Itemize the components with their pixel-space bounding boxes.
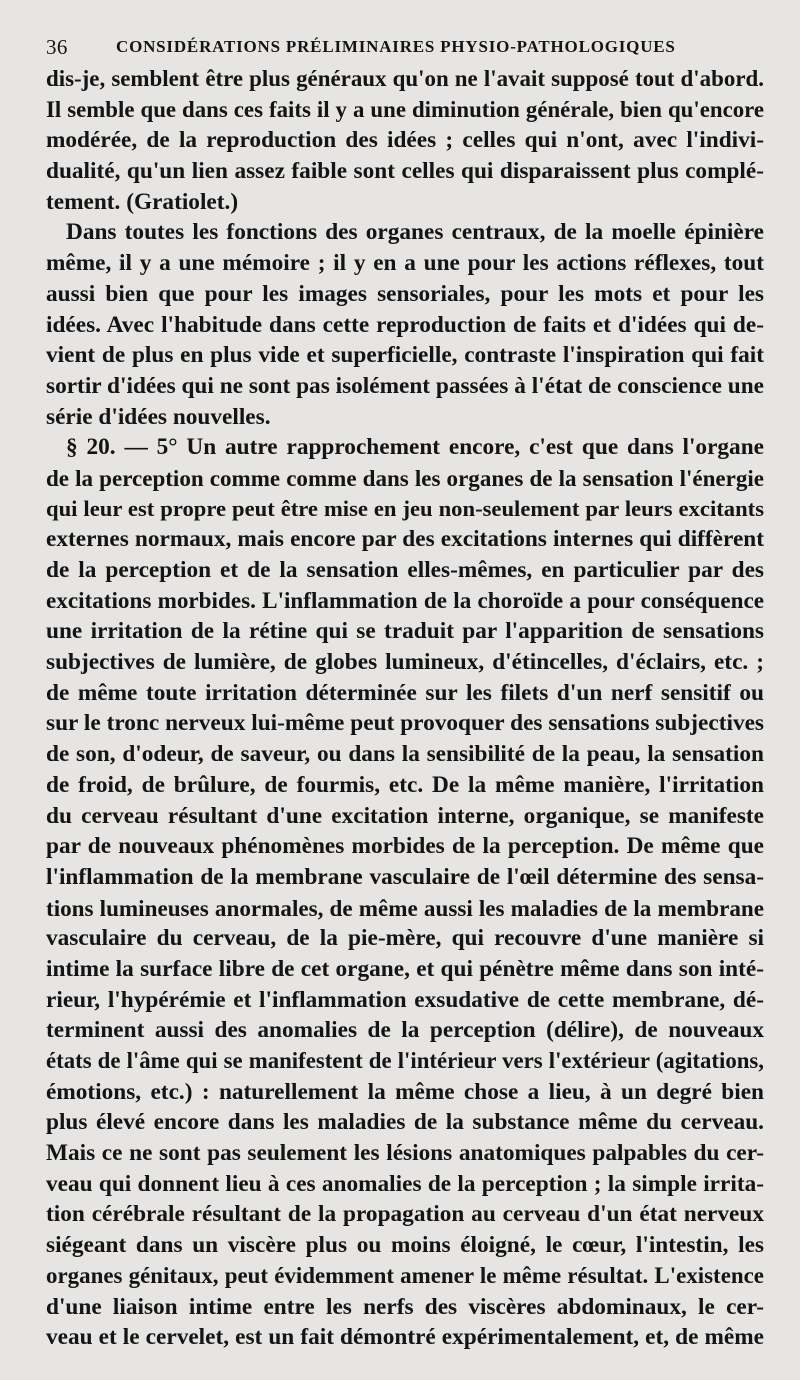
text-line: de la perception comme comme dans les organes de la sensation l'énergie <box>46 464 764 491</box>
text-line: subjectives de lumière, de globes lumineux, d'étincelles, d'éclairs, etc. ; <box>46 649 764 676</box>
text-line: de son, d'odeur, de saveur, ou dans la sensibilité de la peau, la sensation <box>46 741 764 768</box>
text-line: tion cérébrale résultant de la propagation au cerveau d'un état nerveux <box>46 1201 764 1228</box>
text-line: vient de plus en plus vide et superficielle, contraste l'inspiration qui fait <box>46 342 764 369</box>
text-line: série d'idées nouvelles. <box>46 403 271 430</box>
text-line: vasculaire du cerveau, de la pie-mère, qui recouvre d'une manière si <box>46 925 764 952</box>
text-line: par de nouveaux phénomènes morbides de la perception. De même que <box>46 833 764 860</box>
text-line: excitations morbides. L'inflammation de la choroïde a pour conséquence <box>46 587 764 614</box>
text-line: aussi bien que pour les images sensoriales, pour les mots et pour les <box>46 280 764 307</box>
text-line: de froid, de brûlure, de fourmis, etc. De la même manière, l'irritation <box>46 771 764 798</box>
text-line: Dans toutes les fonctions des organes centraux, de la moelle épinière <box>66 219 764 246</box>
text-line: plus élevé encore dans les maladies de la substance même du cerveau. <box>46 1109 764 1136</box>
text-line: une irritation de la rétine qui se traduit par l'apparition de sensations <box>46 618 764 645</box>
text-line: dualité, qu'un lien assez faible sont celles qui disparaissent plus complé- <box>46 158 764 185</box>
text-line: états de l'âme qui se manifestent de l'intérieur vers l'extérieur (agitations, <box>46 1048 764 1073</box>
text-line: veau et le cervelet, est un fait démontré expérimentalement, et, de même <box>46 1324 764 1351</box>
text-line: siégeant dans un viscère plus ou moins éloigné, le cœur, l'intestin, les <box>46 1232 764 1259</box>
text-line: terminent aussi des anomalies de la perception (délire), de nouveaux <box>46 1017 764 1044</box>
text-line: Mais ce ne sont pas seulement les lésions anatomiques palpables du cer- <box>46 1140 764 1167</box>
text-line: intime la surface libre de cet organe, et qui pénètre même dans son inté- <box>46 955 764 982</box>
text-line: rieur, l'hypérémie et l'inflammation exsudative de cette membrane, dé- <box>46 986 764 1013</box>
text-line: Il semble que dans ces faits il y a une diminution générale, bien qu'encore <box>46 96 764 122</box>
text-line: organes génitaux, peut évidemment amener le même résultat. L'existence <box>46 1262 764 1288</box>
page-header <box>46 34 766 60</box>
text-line: sur le tronc nerveux lui-même peut provoquer des sensations subjectives <box>46 710 764 737</box>
text-line: du cerveau résultant d'une excitation interne, organique, se manifeste <box>46 802 764 829</box>
text-line: qui leur est propre peut être mise en jeu non-seulement par leurs excitants <box>46 495 764 521</box>
text-line: même, il y a une mémoire ; il y en a une pour les actions réflexes, tout <box>46 250 764 277</box>
text-line: dis-je, semblent être plus généraux qu'on ne l'avait supposé tout d'abord. <box>46 66 764 91</box>
text-line: idées. Avec l'habitude dans cette reproduction de faits et d'idées qui de- <box>46 311 764 338</box>
text-line: d'une liaison intime entre les nerfs des viscères abdominaux, le cer- <box>46 1293 764 1320</box>
running-title: CONSIDÉRATIONS PRÉLIMINAIRES PHYSIO-PATHOLOGIQUES <box>116 37 676 56</box>
text-line: émotions, etc.) : naturellement la même chose a lieu, à un degré bien <box>46 1078 764 1105</box>
text-line: externes normaux, mais encore par des excitations internes qui diffèrent <box>46 526 764 553</box>
text-line: veau qui donnent lieu à ces anomalies de la perception ; la simple irrita- <box>46 1170 764 1197</box>
text-line: § 20. — 5° Un autre rapprochement encore, c'est que dans l'organe <box>66 434 764 461</box>
text-line: l'inflammation de la membrane vasculaire de l'œil détermine des sensa- <box>46 863 764 890</box>
text-line: tions lumineuses anormales, de même aussi les maladies de la membrane <box>46 894 764 921</box>
body-text <box>46 64 764 1353</box>
text-line: de la perception et de la sensation elles-mêmes, en particulier par des <box>46 557 764 583</box>
text-line: de même toute irritation déterminée sur les filets d'un nerf sensitif ou <box>46 679 764 706</box>
text-line: tement. (Gratiolet.) <box>46 188 239 215</box>
text-line: modérée, de la reproduction des idées ; celles qui n'ont, avec l'indivi- <box>46 127 764 154</box>
page-number: 36 <box>46 35 68 59</box>
text-line: sortir d'idées qui ne sont pas isolément passées à l'état de conscience une <box>46 372 764 399</box>
